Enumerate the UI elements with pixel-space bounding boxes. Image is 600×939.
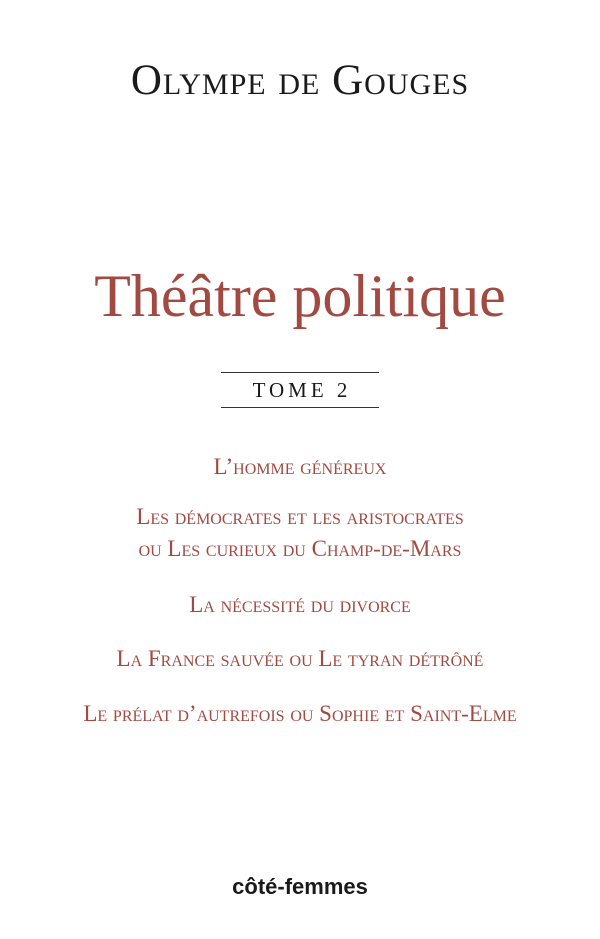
play-title-2-line-1: Les démocrates et les aristocrates [136,504,464,529]
play-title-1: L’homme généreux [213,454,387,479]
play-title-3: La nécessité du divorce [189,592,411,617]
play-title-2-line-2: ou Les curieux du Champ-de-Mars [138,536,462,561]
book-title: Théâtre politique [94,263,506,329]
author-name: Olympe de Gouges [130,57,470,104]
play-title-5: Le prélat d’autrefois ou Sophie et Saint-Elme [83,701,517,726]
volume-box [221,372,379,408]
play-title-4: La France sauvée ou Le tyran détrôné [116,646,484,671]
publisher-logo: côté-femmes [232,874,368,899]
volume-label: TOME 2 [252,377,352,402]
